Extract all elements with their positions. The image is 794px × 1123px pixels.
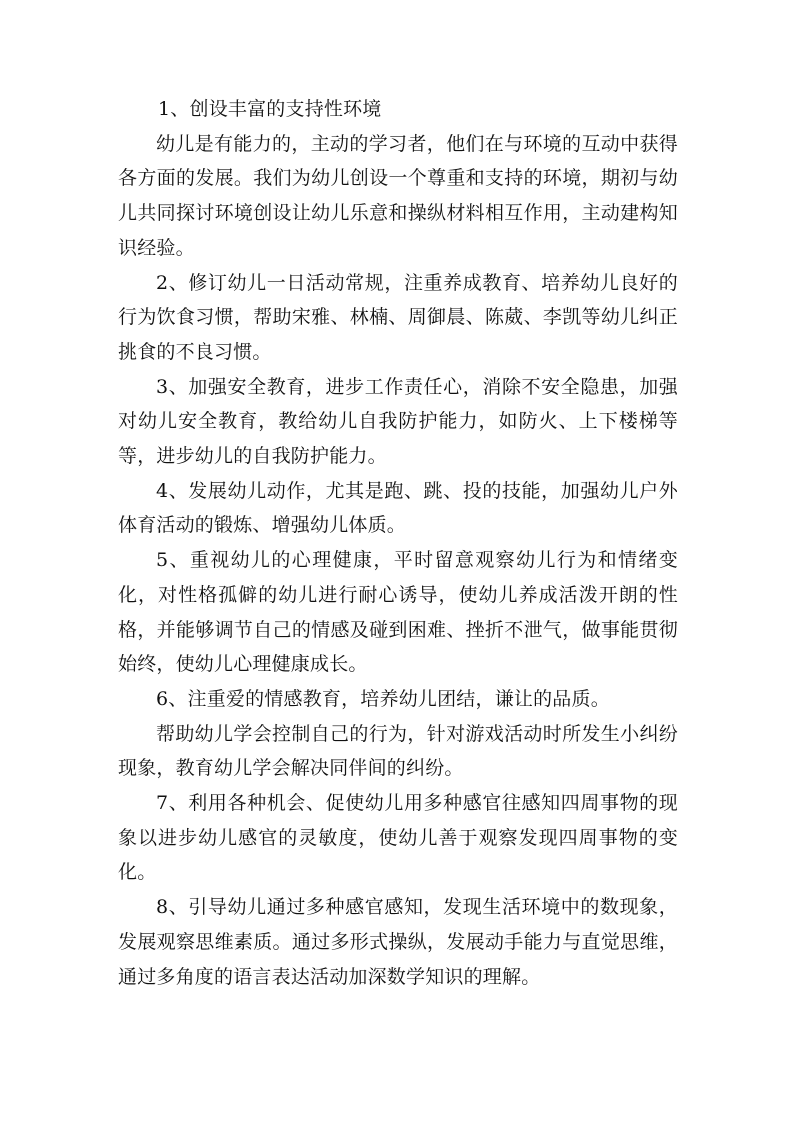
paragraph-safety: 3、加强安全教育，进步工作责任心，消除不安全隐患，加强对幼儿安全教育，教给幼儿自我防护能力，如防火、上下楼梯等等，进步幼儿的自我防护能力。 xyxy=(118,375,678,468)
document-body xyxy=(118,92,678,994)
paragraph-emotion-education: 6、注重爱的情感教育，培养幼儿团结，谦让的品质。 xyxy=(156,687,610,710)
paragraph-mental-health: 5、重视幼儿的心理健康，平时留意观察幼儿行为和情绪变化，对性格孤僻的幼儿进行耐心诱导，使幼儿养成活泼开朗的性格，并能够调节自己的情感及碰到困难、挫折不泄气，做事能贯彻始终，使幼儿心理健康成长。 xyxy=(118,549,678,676)
paragraph-senses: 7、利用各种机会、促使幼儿用多种感官往感知四周事物的现象以进步幼儿感官的灵敏度，使幼儿善于观察发现四周事物的变化。 xyxy=(118,792,678,884)
paragraph-self-control: 帮助幼儿学会控制自己的行为，针对游戏活动时所发生小纠纷现象，教育幼儿学会解决同伴间的纠纷。 xyxy=(118,722,678,780)
paragraph-routine: 2、修订幼儿一日活动常规，注重养成教育、培养幼儿良好的行为饮食习惯，帮助宋雅、林楠、周御晨、陈葳、李凯等幼儿纠正挑食的不良习惯。 xyxy=(118,271,678,363)
paragraph-environment: 幼儿是有能力的，主动的学习者，他们在与环境的互动中获得各方面的发展。我们为幼儿创设一个尊重和支持的环境，期初与幼儿共同探讨环境创设让幼儿乐意和操纵材料相互作用，主动建构知识经验。 xyxy=(118,132,678,259)
paragraph-heading-1: 1、创设丰富的支持性环境 xyxy=(158,98,382,120)
paragraph-math-thinking: 8、引导幼儿通过多种感官感知，发现生活环境中的数现象，发展观察思维素质。通过多形式操纵，发展动手能力与直觉思维，通过多角度的语言表达活动加深数学知识的理解。 xyxy=(118,896,678,988)
paragraph-motor-skills: 4、发展幼儿动作，尤其是跑、跳、投的技能，加强幼儿户外体育活动的锻炼、增强幼儿体质。 xyxy=(118,479,678,537)
